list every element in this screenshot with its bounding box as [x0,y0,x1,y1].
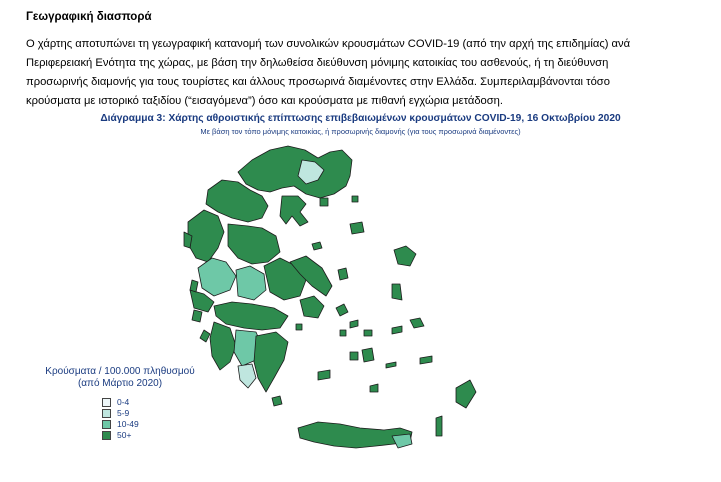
legend-swatch [102,420,111,429]
map-regions [184,146,476,448]
island-skyros [338,268,348,280]
region-laconia [238,364,256,388]
legend-items [102,397,139,441]
region-lasithi [392,434,412,448]
island-syros [340,330,346,336]
island-lemnos [350,222,364,234]
map-legend [30,366,210,441]
legend-label: 0-4 [117,397,130,408]
region-thessaly [228,224,280,264]
figure-subtitle: Με βάση τον τόπο μόνιμης κατοικίας, ή προσωρινής διαμονής (για τους προσωρινά διαμένοντες) [200,127,521,136]
legend-label: 5-9 [117,408,130,419]
legend-swatch [102,398,111,407]
island-aegina [296,324,302,330]
legend-swatch [102,431,111,440]
island-mykonos [364,330,372,336]
island-crete [298,422,412,448]
region-central-mid [236,266,266,300]
legend-title-line-1: Κρούσματα / 100.000 πληθυσμού [45,366,195,377]
island-tinos [350,320,358,328]
island-rhodes [456,380,476,408]
island-kythira [272,396,282,406]
region-peloponnese-west [210,322,236,370]
legend-item [102,408,139,419]
legend-item [102,397,139,408]
paragraph-line-2: Περιφερειακή Ενότητα της χώρας, με βάση την δηλωθείσα διεύθυνση μόνιμης κατοικίας του ασθενούς, ή τη διεύθυνση [26,57,609,69]
island-samothrace [352,196,358,202]
island-kefalonia [192,310,202,322]
island-paros [350,352,358,360]
island-kos [420,356,432,364]
legend-item [102,430,139,441]
legend-item [102,419,139,430]
island-karpathos [436,416,442,436]
island-amorgos [386,362,396,368]
region-central-west [198,258,236,296]
island-santorini [370,384,378,392]
island-thasos [320,198,328,206]
island-lesbos [394,246,416,266]
section-heading: Γεωγραφική διασπορά [26,11,152,23]
island-sporades [312,242,322,250]
island-zakynthos [200,330,210,342]
legend-swatch [102,409,111,418]
figure-title: Διάγραμμα 3: Χάρτης αθροιστικής επίπτωσης επιβεβαιωμένων κρουσμάτων COVID-19, 16 Οκτωβρίου 2020 [100,113,621,124]
island-lefkada [190,280,198,292]
region-thrace [238,146,352,198]
paragraph-line-3: προσωρινής διαμονής για τους τουρίστες και άλλους προσωρινά διαμένοντες στην Ελλάδα. Συμπεριλαμβάνονται τόσο [26,76,610,88]
region-attica [300,296,324,318]
island-samos [410,318,424,328]
legend-title-line-2: (από Μάρτιο 2020) [77,378,163,389]
region-epirus [188,210,224,262]
island-andros [336,304,348,316]
island-milos [318,370,330,380]
legend-label: 10-49 [117,419,139,430]
island-naxos [362,348,374,362]
island-ikaria [392,326,402,334]
paragraph-line-4: κρούσματα με ιστορικό ταξιδίου (“εισαγόμενα”) όσο και κρούσματα με πιθανή εγχώρια μετάδοση. [26,95,504,107]
island-chios [392,284,402,300]
legend-label: 50+ [117,430,132,441]
region-peloponnese-south [254,332,288,392]
paragraph-line-1: Ο χάρτης αποτυπώνει τη γεωγραφική κατανομή των συνολικών κρουσμάτων COVID-19 (από την αρχή της επιδημίας) ανά [26,38,631,50]
region-chalkidiki [280,196,308,226]
